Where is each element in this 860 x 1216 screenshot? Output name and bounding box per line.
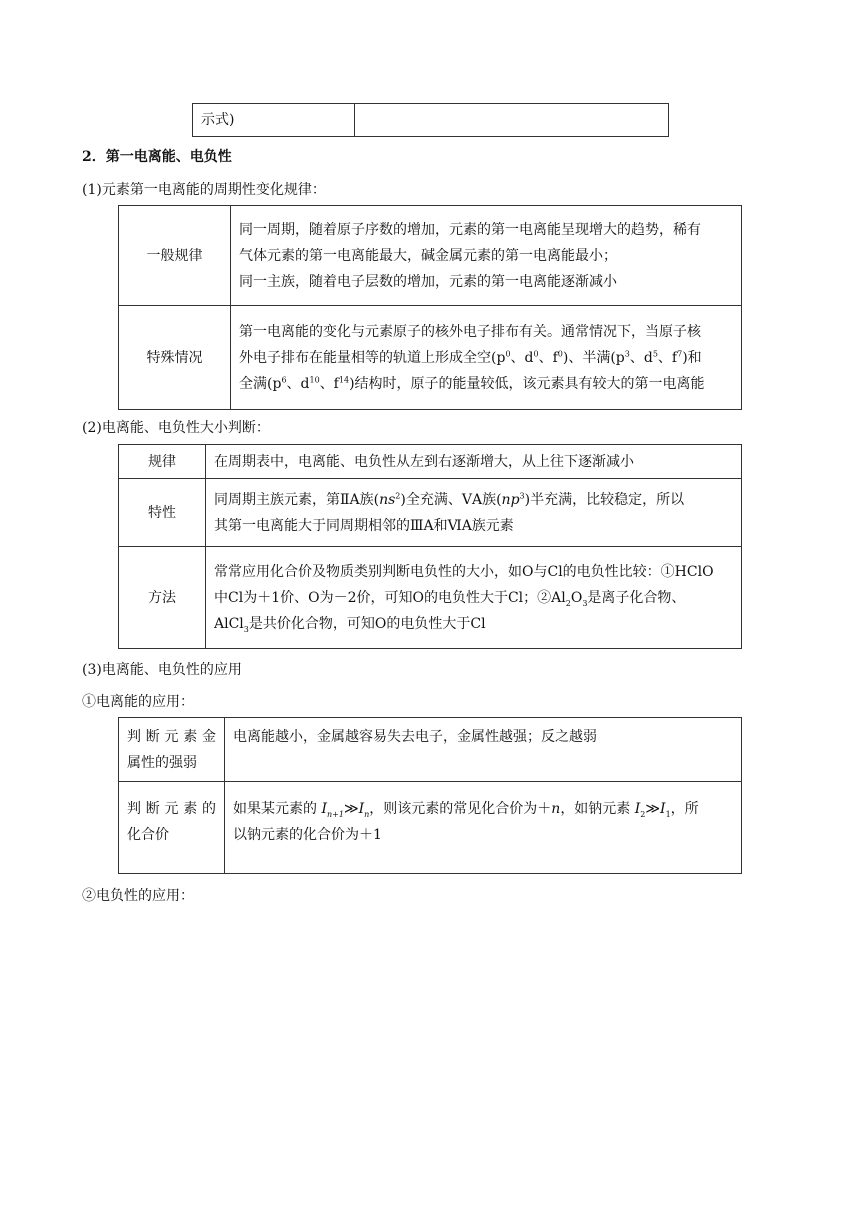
valence-label-line: 化合价 xyxy=(127,827,169,843)
sub1-heading: (1)元素第一电离能的周期性变化规律： xyxy=(82,182,326,198)
method-line: 常常应用化合价及物质类别判断电负性的大小，如O与Cl的电负性比较：①HClO xyxy=(214,563,714,580)
metallicity-label xyxy=(119,718,225,782)
general-rule-text xyxy=(231,206,742,306)
method-line: AlCl$_3$是共价化合物，可知O的电负性大于Cl xyxy=(214,615,486,634)
property-label: 特性 xyxy=(119,479,206,547)
table-row xyxy=(119,547,742,649)
general-rule-line: 同一周期，随着原子序数的增加，元素的第一电离能呈现增大的趋势，稀有 xyxy=(239,221,701,238)
table-row xyxy=(119,306,742,410)
special-case-line: 外电子排布在能量相等的轨道上形成全空($p^0$、$d^0$、$f^0$)、半满($p^3$、$d^5$、$f^7$)和 xyxy=(239,348,702,366)
sub3-heading: (3)电离能、电负性的应用 xyxy=(82,662,242,678)
top-table-cell-right xyxy=(355,104,669,137)
app1-heading: ①电离能的应用： xyxy=(82,694,194,710)
special-case-text xyxy=(231,306,742,410)
table-row xyxy=(119,782,742,874)
method-label: 方法 xyxy=(119,547,206,649)
general-rule-line: 气体元素的第一电离能最大，碱金属元素的第一电离能最小； xyxy=(239,247,617,264)
table-row xyxy=(119,445,742,479)
valence-text xyxy=(225,782,742,874)
special-case-line: 全满($p^6$、$d^{10}$、$f^{14}$)结构时，原子的能量较低，该元素具有较大的第一电离能 xyxy=(239,374,705,392)
pattern-label: 规律 xyxy=(119,445,206,479)
metallicity-label-line: 属性的强弱 xyxy=(127,755,197,771)
ionization-rules-table xyxy=(118,205,742,410)
property-line: 同周期主族元素，第ⅡA族$(ns^2)$全充满、ⅤA族$(np^3)$半充满，比较稳定，所以 xyxy=(214,490,685,508)
metallicity-text: 电离能越小，金属越容易失去电子，金属性越强；反之越弱 xyxy=(225,718,742,782)
table-row xyxy=(119,718,742,782)
valence-label-line: 判断元素的 xyxy=(127,801,216,817)
special-case-line: 第一电离能的变化与元素原子的核外电子排布有关。通常情况下，当原子核 xyxy=(239,323,701,340)
section2-heading: 2．第一电离能、电负性 xyxy=(82,149,232,165)
top-table xyxy=(192,103,669,137)
general-rule-label: 一般规律 xyxy=(119,206,231,306)
method-text xyxy=(206,547,742,649)
valence-label xyxy=(119,782,225,874)
electronegativity-table xyxy=(118,444,742,649)
special-case-label: 特殊情况 xyxy=(119,306,231,410)
sub2-heading: (2)电离能、电负性大小判断： xyxy=(82,420,270,436)
method-line: 中Cl为＋1价、O为－2价，可知O的电负性大于Cl；$②Al_2O_3$是离子化合物、 xyxy=(214,589,686,608)
ionization-application-table xyxy=(118,717,742,874)
property-text xyxy=(206,479,742,547)
valence-line: 以钠元素的化合价为＋1 xyxy=(233,827,382,843)
app2-heading: ②电负性的应用： xyxy=(82,888,194,904)
top-table-cell-left: 示式) xyxy=(193,104,355,137)
property-line: 其第一电离能大于同周期相邻的ⅢA和ⅥA族元素 xyxy=(214,517,514,534)
general-rule-line: 同一主族，随着电子层数的增加，元素的第一电离能逐渐减小 xyxy=(239,273,617,290)
table-row xyxy=(119,479,742,547)
metallicity-label-line: 判断元素金 xyxy=(127,729,216,745)
table-row xyxy=(119,206,742,306)
valence-line: 如果某元素的 $I_{n+1}≫I_n$，则该元素的常见化合价为＋n，如钠元素 $I_2≫I_1$，所 xyxy=(233,801,699,819)
pattern-text: 在周期表中，电离能、电负性从左到右逐渐增大，从上往下逐渐减小 xyxy=(206,445,742,479)
